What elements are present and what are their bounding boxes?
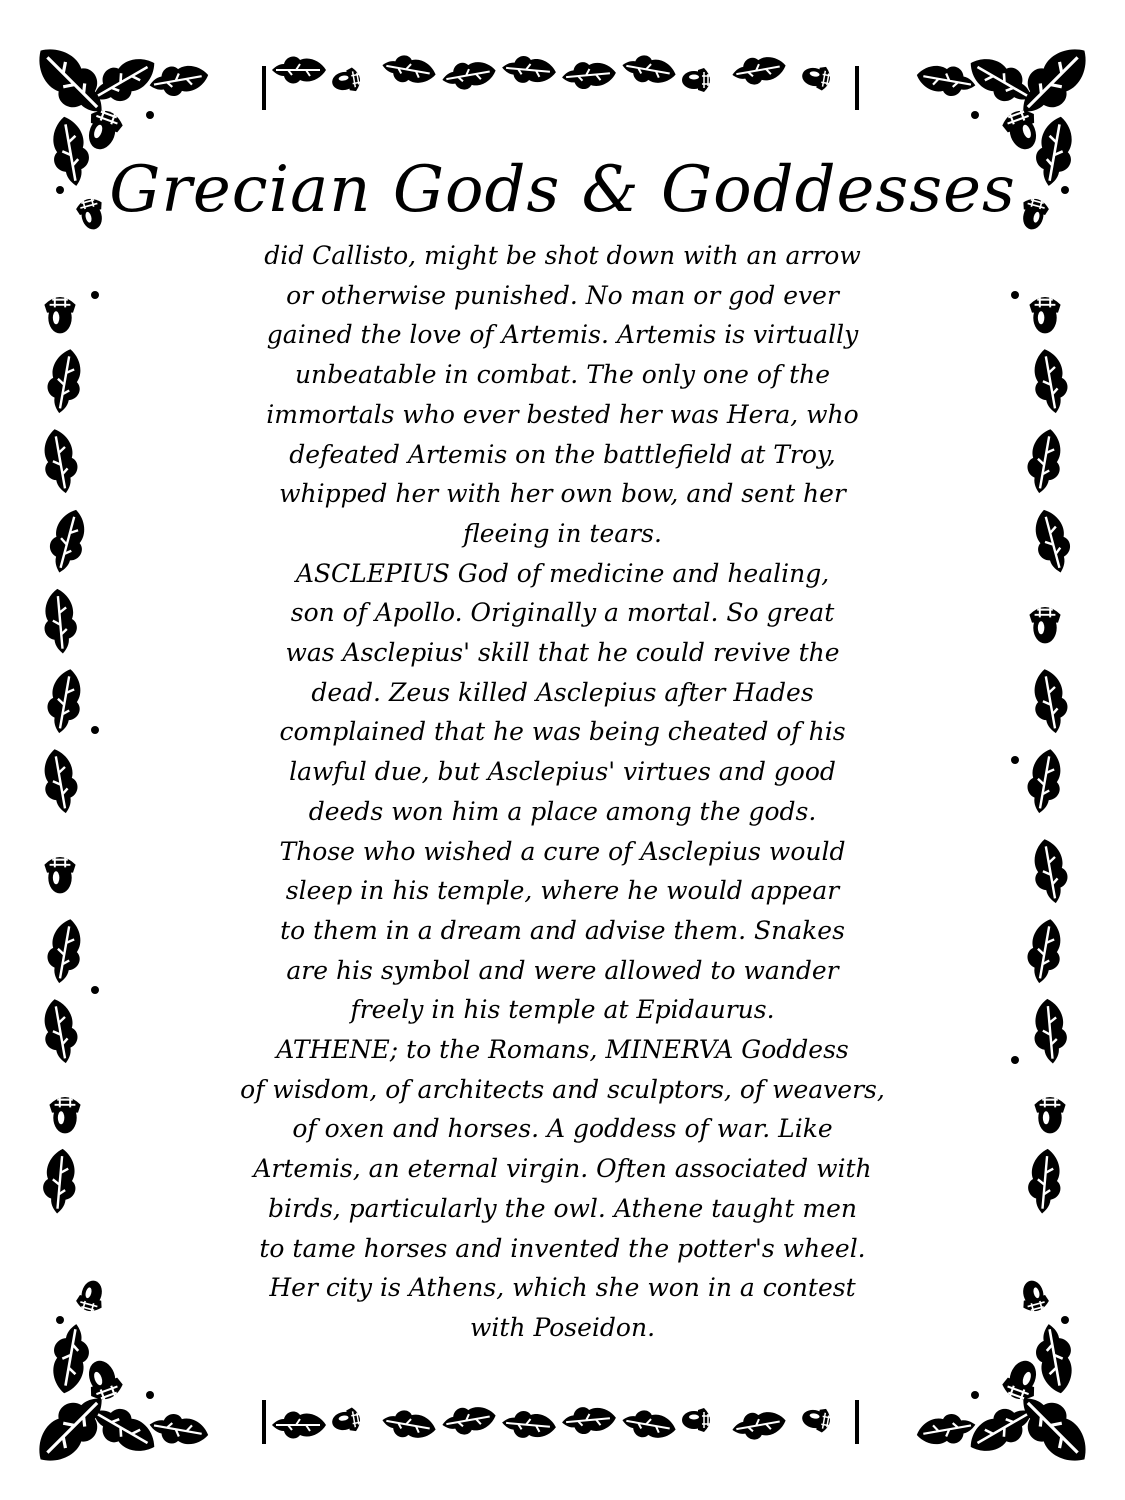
text-line: are his symbol and were allowed to wander [286, 955, 839, 985]
text-line: or otherwise punished. No man or god ever [286, 280, 839, 310]
text-line: lawful due, but Asclepius' virtues and good [289, 757, 836, 787]
text-line: whipped her with her own bow, and sent her [279, 479, 846, 509]
text-line: fleeing in tears. [463, 518, 662, 548]
text-line: ASCLEPIUS God of medicine and healing, [295, 558, 830, 588]
text-line: with Poseidon. [469, 1312, 656, 1342]
body-text [170, 236, 955, 1348]
left-border [39, 291, 99, 1215]
text-line: son of Apollo. Originally a mortal. So great [290, 598, 835, 628]
text-line: of oxen and horses. A goddess of war. Like [292, 1114, 833, 1144]
text-line: ATHENE; to the Romans, MINERVA Goddess [276, 1035, 849, 1065]
text-line: unbeatable in combat. The only one of the [294, 360, 831, 390]
text-line: birds, particularly the owl. Athene taught men [268, 1193, 857, 1223]
text-line: Those who wished a cure of Asclepius would [279, 836, 846, 866]
right-border [1011, 291, 1076, 1215]
bottom-border [262, 1400, 859, 1444]
text-line: to tame horses and invented the potter's wheel. [259, 1233, 866, 1263]
text-line: dead. Zeus killed Asclepius after Hades [311, 677, 814, 707]
text-line: to them in a dream and advise them. Snakes [280, 915, 845, 945]
text-line: complained that he was being cheated of his [279, 717, 846, 747]
text-line: deeds won him a place among the gods. [308, 796, 817, 826]
text-line: was Asclepius' skill that he could revive the [285, 638, 840, 668]
text-line: immortals who ever bested her was Hera, who [266, 399, 859, 429]
text-line: of wisdom, of architects and sculptors, of weavers, [240, 1074, 885, 1104]
text-line: did Callisto, might be shot down with an arrow [264, 241, 861, 270]
text-line: defeated Artemis on the battlefield at Troy, [289, 439, 836, 469]
text-line: Artemis, an eternal virgin. Often associated with [253, 1154, 872, 1184]
top-border [262, 52, 859, 110]
text-line: freely in his temple at Epidaurus. [350, 995, 775, 1025]
text-line: sleep in his temple, where he would appear [285, 876, 840, 906]
page-title: Grecian Gods & Goddesses [109, 153, 1016, 227]
text-line: gained the love of Artemis. Artemis is virtually [266, 320, 859, 350]
text-line: Her city is Athens, which she won in a contest [269, 1273, 856, 1303]
